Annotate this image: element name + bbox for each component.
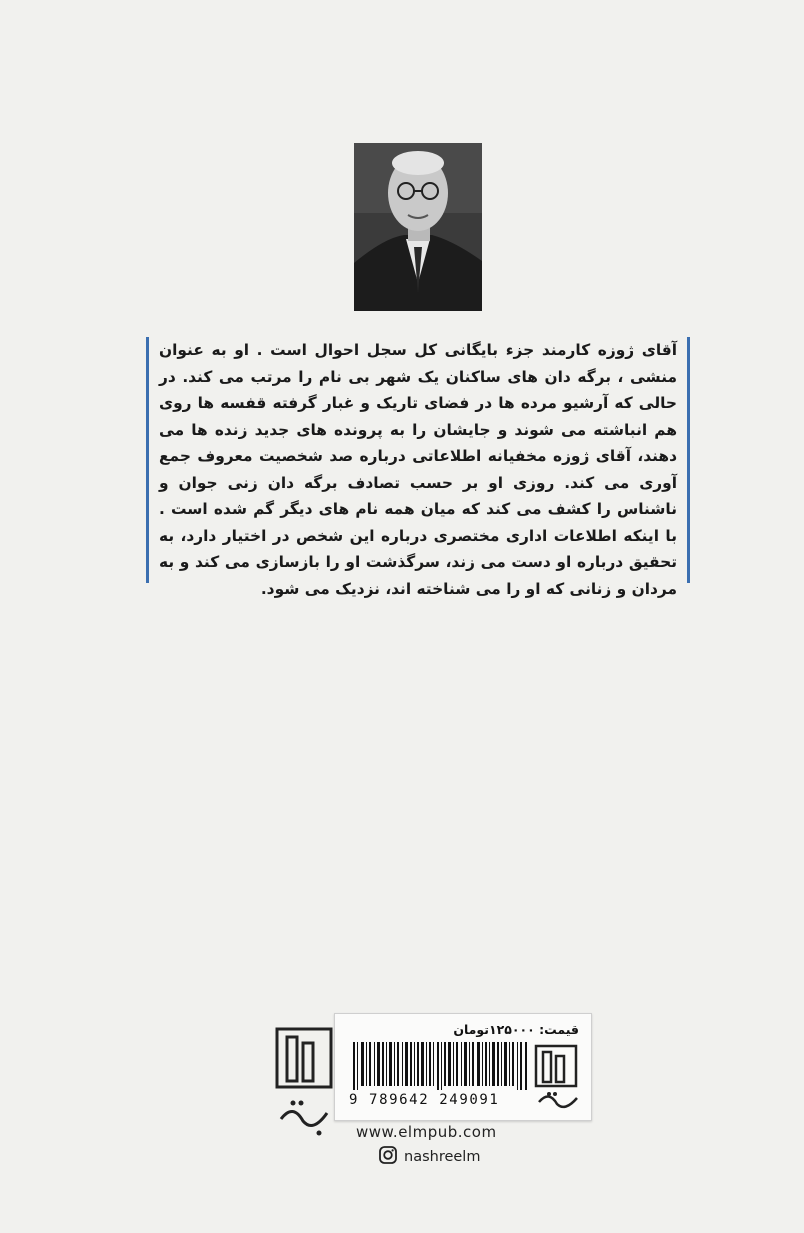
price-label: قیمت: ۱۲۵۰۰۰تومان — [453, 1022, 579, 1037]
isbn-number: 9 789642 249091 — [349, 1092, 500, 1108]
publisher-logo — [273, 1023, 335, 1143]
book-blurb — [146, 337, 690, 598]
instagram-icon — [378, 1145, 398, 1169]
publisher-website: www.elmpub.com — [356, 1123, 497, 1141]
author-photo — [354, 143, 482, 311]
instagram-handle — [378, 1146, 480, 1168]
barcode — [353, 1042, 529, 1090]
blurb-text: آقای ژوزه کارمند جزء بایگانی کل سجل احوال است . او به عنوان منشی ، برگه دان های ساکنان یک شهر بی نام را مرتب می کند. در حالی که آرشیو مرده ها در فضای تاریک و غبار گرفته قفسه ها روی هم انباشته می شوند و جایشان را به پرونده های جدید زنده ها می دهند، آقای ژوزه مخفیانه اطلاعاتی درباره صد شخصیت معروف جمع آوری می کند. روزی او بر حسب تصادف برگه دان زنی جوان و ناشناس را کشف می کند که میان همه نام های دیگر گم شده است . با اینکه اطلاعات اداری مختصری درباره این شخص در اختیار دارد، به تحقیق درباره او دست می زند، سرگذشت او را بازسازی می کند و به مردان و زنانی که او را می شناخته اند، نزدیک می شود. — [159, 341, 677, 598]
price-sticker — [334, 1013, 592, 1121]
sticker-publisher-logo — [533, 1042, 583, 1112]
instagram-label: nashreelm — [404, 1149, 481, 1165]
